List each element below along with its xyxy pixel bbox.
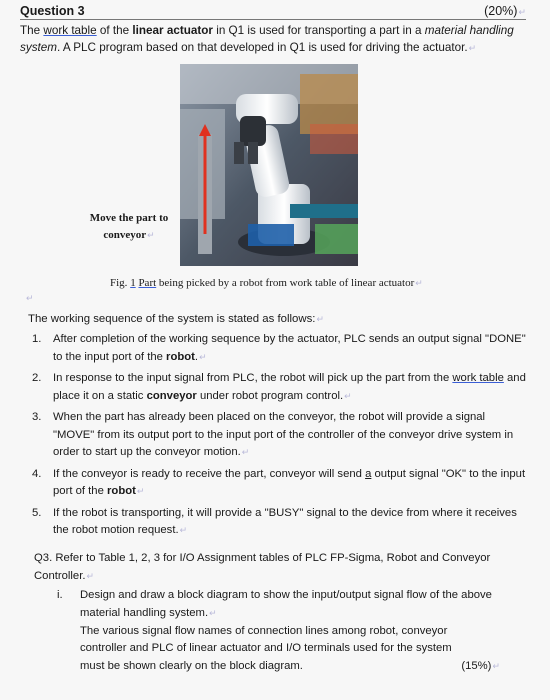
subquestion-percent: (15%)↵ [461,660,500,672]
question-header [20,4,526,20]
paragraph-mark-icon: ↵ [415,278,423,288]
paragraph-mark-icon: ↵ [179,525,188,535]
photo-caption: Move the part to conveyor↵ [89,212,169,241]
list-item: 2. In response to the input signal from PLC, the robot will pick up the part from the work table and place it on a static conveyor under robot program control.↵ [32,372,526,402]
document-page: Question 3 (20%)↵ The work table of the linear actuator in Q1 is used for transporting a part in a material handling system. A PLC program based on that developed in Q1 is used for driving the actuator.↵ Move the part to conveyor↵ Fig. 1 Part being picked by a robot from work table of linear actuator↵ ↵ The working sequence of the system is stated as follows:↵ 1. After completion of the working sequence by the actuator, PLC sends an output signal "DONE" to the input port of the robot.↵ 2. In response to the input signal from PLC, the robot will pick up the part from the work table and place it on a static conveyor under robot program control.↵ 3. When the part has already been placed on the conveyor, the robot will provide a signal "MOVE" from its output port to the input port of the controller of the conveyor drive system in order to start up the conveyor motion.↵ 4. If the conveyor is ready to receive the part, conveyor will send a output signal "OK" to the input port of the robot↵ 5. If the robot is transporting, it will provide a "BUSY" signal to the device from where it receives the robot motion request.↵ Q3. Refer to Table 1, 2, 3 for I/O Assignment tables of PLC FP-Sigma, Robot and Conveyor Controller.↵ i. Design and draw a block diagram to show the input/output signal flow of the above material handling system.↵ The various signal flow names of connection lines among robot, conveyor controller and PLC of linear actuator and I/O terminals used for the system must be shown clearly on the block diagram. (15%)↵ [0,0,550,700]
paragraph-mark-icon: ↵ [492,661,500,671]
paragraph-mark-icon: ↵ [316,314,324,324]
paragraph-mark-icon: ↵ [136,486,145,496]
paragraph-mark-icon: ↵ [209,607,217,618]
paragraph-mark-icon: ↵ [147,230,155,240]
spellcheck-link-work-table[interactable]: work table [43,24,97,37]
q3-prompt: Q3. Refer to Table 1, 2, 3 for I/O Assignment tables of PLC FP-Sigma, Robot and Conveyor Controller.↵ [34,552,491,582]
robot-arm-image [180,64,358,266]
subquestion-number: i. [57,589,63,601]
question-percent: (20%)↵ [484,4,526,18]
list-item: 1. After completion of the working sequence by the actuator, PLC sends an output signal "DONE" to the input port of the robot.↵ [32,333,526,363]
paragraph-mark-icon: ↵ [468,43,477,53]
spellcheck-link-work-table[interactable]: work table [452,372,504,384]
paragraph-mark-icon: ↵ [518,7,526,17]
list-item: 5. If the robot is transporting, it will provide a "BUSY" signal to the device from where it receives the robot motion request.↵ [32,506,517,536]
paragraph-mark-icon: ↵ [26,293,34,303]
paragraph-mark-icon: ↵ [241,447,250,457]
figure-caption: Fig. 1 Part being picked by a robot from work table of linear actuator↵ [110,277,423,289]
sequence-intro: The working sequence of the system is stated as follows:↵ [28,313,324,325]
paragraph-mark-icon: ↵ [344,390,352,401]
list-item: 3. When the part has already been placed on the conveyor, the robot will provide a signal "MOVE" from its output port to the input port of the controller of the conveyor drive system in order to start up the conveyor motion.↵ [32,411,514,458]
robot-photo [180,64,358,266]
list-item: 4. If the conveyor is ready to receive the part, conveyor will send a output signal "OK" to the input port of the robot↵ [32,467,526,497]
question-intro: The work table of the linear actuator in Q1 is used for transporting a part in a material handling system. A PLC program based on that developed in Q1 is used for driving the actuator.↵ [20,24,514,54]
paragraph-mark-icon: ↵ [199,351,207,362]
paragraph-mark-icon: ↵ [86,570,95,581]
question-title: Question 3 [20,4,85,18]
sequence-list [28,331,528,544]
